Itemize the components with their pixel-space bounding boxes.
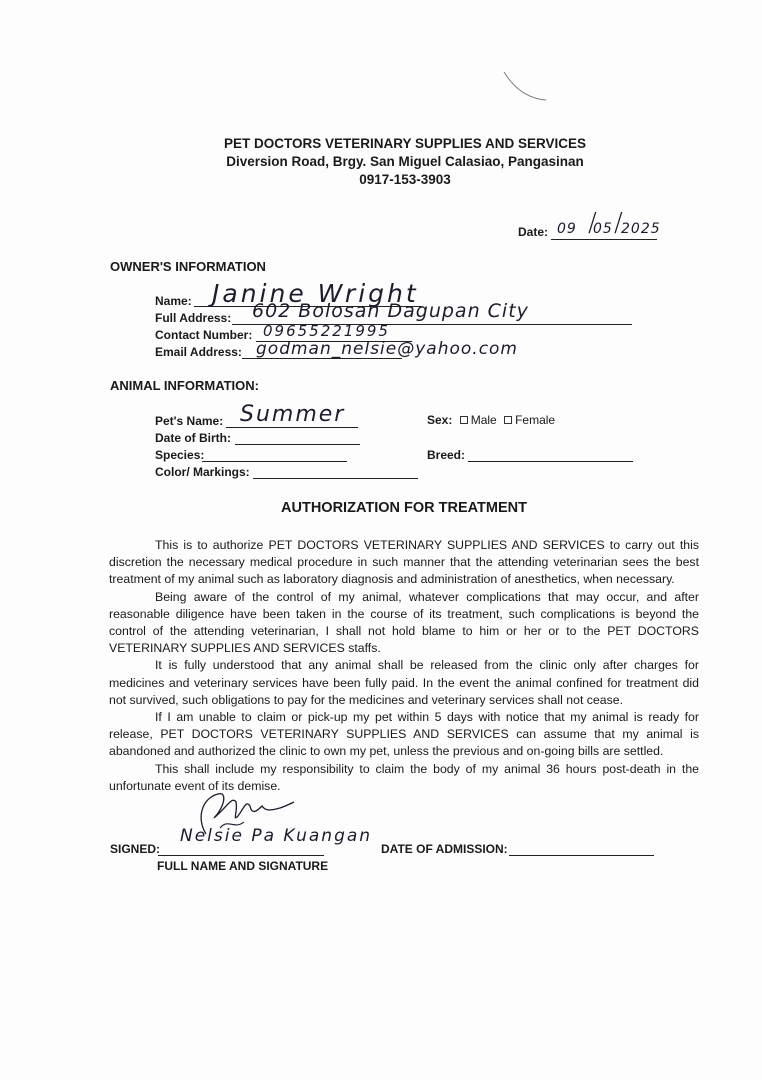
owner-name-value: Janine Wright: [212, 279, 419, 308]
breed-line: [468, 461, 633, 462]
authorization-paragraph: Being aware of the control of my animal, whatever complications that may occur, and after reasonable diligence have been taken in the course of its treatment, such complications is beyond the control of the attending veterinarian, I shall not hold blame to him or her or to the PET DOCTORS VETERINARY SUPPLIES AND SERVICES staffs.: [109, 589, 699, 656]
owner-name-label: Name:: [155, 294, 192, 308]
signature-caption: FULL NAME AND SIGNATURE: [157, 859, 329, 873]
owner-contact-value: 09655221995: [263, 322, 390, 340]
authorization-title: AUTHORIZATION FOR TREATMENT: [281, 500, 527, 516]
pet-name-label: Pet's Name:: [155, 414, 224, 428]
sex-field: [427, 413, 555, 427]
color-label: Color/ Markings:: [155, 465, 250, 479]
date-label: Date:: [518, 225, 549, 239]
owner-email-label: Email Address:: [155, 345, 242, 359]
pet-name-value: Summer: [240, 402, 346, 427]
date-slash-icon: /: [614, 208, 624, 238]
date-day: 05: [593, 221, 613, 237]
date-slash-icon: /: [588, 208, 598, 238]
female-option-label: Female: [515, 413, 556, 427]
owner-contact-label: Contact Number:: [155, 328, 253, 342]
owner-email-value: godman_nelsie@yahoo.com: [256, 339, 518, 359]
male-checkbox[interactable]: [460, 416, 468, 424]
date-year: 2025: [621, 221, 661, 237]
authorization-paragraph: If I am unable to claim or pick-up my pet within 5 days with notice that my animal is ready for release, PET DOCTORS VETERINARY SUPPLIES AND SERVICES can assume that my animal is abandoned and authorized the clinic to own my pet, unless the previous and on-going bills are settled.: [109, 710, 699, 759]
dob-label: Date of Birth:: [155, 431, 231, 445]
sex-label: Sex:: [427, 413, 453, 427]
business-name: PET DOCTORS VETERINARY SUPPLIES AND SERVICES: [223, 136, 587, 151]
authorization-paragraph: This shall include my responsibility to claim the body of my animal 36 hours post-death in the unfortunate event of its demise.: [109, 761, 699, 793]
breed-label: Breed:: [427, 448, 466, 462]
owner-address-value: 602 Bolosan Dagupan City: [252, 300, 529, 322]
female-checkbox[interactable]: [504, 416, 512, 424]
dob-line: [235, 444, 360, 445]
admission-date-line: [509, 855, 654, 856]
signature-line: [158, 855, 324, 856]
species-label: Species:: [155, 448, 205, 462]
signed-label: SIGNED:: [110, 842, 161, 856]
date-month: 09: [557, 221, 577, 237]
color-line: [253, 478, 418, 479]
authorization-paragraph: It is fully understood that any animal shall be released from the clinic only after charges for medicines and veterinary services have been fully paid. In the event the animal confined for treatment did not survived, such obligations to pay for the medicines and veterinary services shall not cease.: [109, 658, 699, 707]
admission-date-label: DATE OF ADMISSION:: [381, 842, 508, 856]
species-line: [202, 461, 347, 462]
authorization-body: [109, 537, 699, 795]
animal-section-title: ANIMAL INFORMATION:: [110, 378, 259, 393]
owner-section-title: OWNER'S INFORMATION: [110, 259, 266, 274]
scan-mark-decoration: [500, 68, 550, 104]
signed-name: Nelsie Pa Kuangan: [180, 826, 373, 846]
date-line: [551, 239, 657, 240]
pet-name-line: [226, 427, 358, 428]
business-address: Diversion Road, Brgy. San Miguel Calasiao, Pangasinan: [226, 154, 584, 169]
business-phone: 0917-153-3903: [359, 172, 451, 187]
authorization-paragraph: This is to authorize PET DOCTORS VETERINARY SUPPLIES AND SERVICES to carry out this discretion the necessary medical procedure in such manner that the attending veterinarian sees the best treatment of my animal such as laboratory diagnosis and administration of anesthetics, when necessary.: [109, 538, 699, 587]
owner-address-label: Full Address:: [155, 311, 232, 325]
male-option-label: Male: [470, 413, 497, 427]
